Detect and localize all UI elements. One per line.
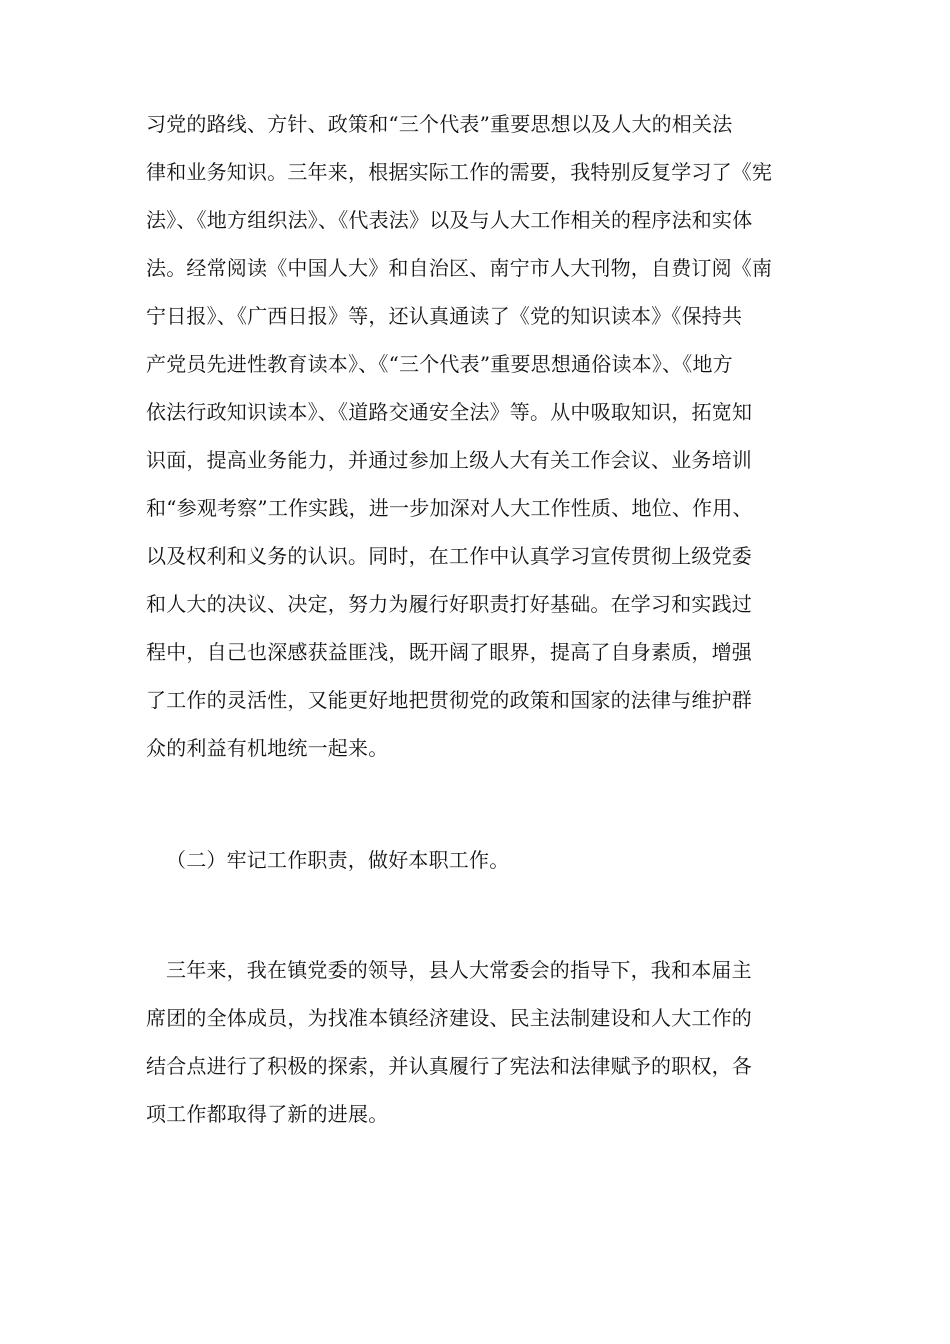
paragraph-1-line-6: 产党员先进性教育读本》、《“三个代表”重要思想通俗读本》、《地方	[146, 352, 733, 376]
paragraph-1-line-10: 以及权利和义务的认识。同时，在工作中认真学习宣传贯彻上级党委	[146, 544, 752, 568]
paragraph-2-line-2: 席团的全体成员，为找准本镇经济建设、民主法制建设和人大工作的	[146, 1006, 752, 1030]
paragraph-2-line-1: 三年来，我在镇党委的领导，县人大常委会的指导下，我和本届主	[166, 958, 752, 982]
paragraph-1-line-1: 习党的路线、方针、政策和“三个代表”重要思想以及人大的相关法	[146, 112, 733, 136]
paragraph-1-line-5: 宁日报》、《广西日报》等，还认真通读了《党的知识读本》《保持共	[146, 304, 743, 328]
paragraph-1-line-8: 识面，提高业务能力，并通过参加上级人大有关工作会议、业务培训	[146, 448, 752, 472]
section-heading: （二）牢记工作职责，做好本职工作。	[166, 848, 510, 872]
paragraph-1-line-9: 和“参观考察”工作实践，进一步加深对人大工作性质、地位、作用、	[146, 496, 753, 520]
paragraph-2-line-4: 项工作都取得了新的进展。	[146, 1102, 389, 1126]
paragraph-1-line-3: 法》、《地方组织法》、《代表法》以及与人大工作相关的程序法和实体	[146, 208, 753, 232]
paragraph-1-line-13: 了工作的灵活性，又能更好地把贯彻党的政策和国家的法律与维护群	[146, 688, 752, 712]
paragraph-1-line-4: 法。经常阅读《中国人大》和自治区、南宁市人大刊物，自费订阅《南	[146, 256, 773, 280]
paragraph-1-line-11: 和人大的决议、决定，努力为履行好职责打好基础。在学习和实践过	[146, 592, 752, 616]
paragraph-1-line-14: 众的利益有机地统一起来。	[146, 736, 389, 760]
paragraph-1-line-2: 律和业务知识。三年来，根据实际工作的需要，我特别反复学习了《宪	[146, 160, 773, 184]
paragraph-1-line-12: 程中，自己也深感获益匪浅，既开阔了眼界，提高了自身素质，增强	[146, 640, 752, 664]
paragraph-2-line-3: 结合点进行了积极的探索，并认真履行了宪法和法律赋予的职权，各	[146, 1054, 752, 1078]
paragraph-1-line-7: 依法行政知识读本》、《道路交通安全法》等。从中吸取知识，拓宽知	[146, 400, 753, 424]
